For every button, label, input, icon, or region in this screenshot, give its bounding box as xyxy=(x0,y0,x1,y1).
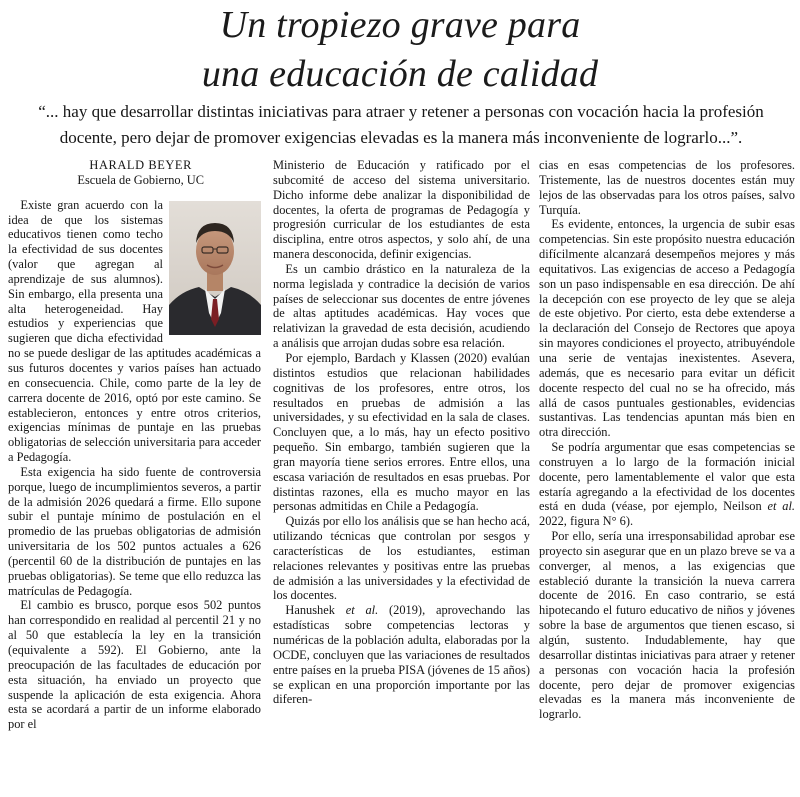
paragraph-8: Hanushek et al. (2019), aprovechando las estadísticas sobre competencias lectoras y numéricas de la población adulta, elaboradas por la OCDE, concluyen que las variaciones de resultados entre países en la prueba PISA (jóvenes de 15 años) se explican en una proporción importante por las diferen- xyxy=(273,603,531,707)
paragraph-11: Se podría argumentar que esas competencias se construyen a lo largo de la formación inicial docente, pero lamentablemente el valor que esta estaría agregando a la efectividad de los docentes está en duda (véase, por ejemplo, Neilson et al. 2022, figura N° 6). xyxy=(539,440,795,529)
paragraph-7: Quizás por ello los análisis que se han hecho acá, utilizando técnicas que controlan por sesgos y características de los estudiantes, estiman relaciones relevantes y positivas entre las pruebas de admisión a las universidades y la efectividad de los docentes. xyxy=(273,514,530,603)
headline-line-2: una educación de calidad xyxy=(201,53,599,95)
paragraph-5: Es un cambio drástico en la naturaleza de la norma legislada y contradice la decisión de varios países de seleccionar sus docentes de entre jóvenes de altas aptitudes académicas. Hay voces que relativizan la gravedad de esta decisión, acudiendo a análisis que arrojan dudas sobre esa relación. xyxy=(273,261,530,351)
paragraph-10: Es evidente, entonces, la urgencia de subir esas competencias. Sin este propósito nuestra educación difícilmente alcanzará desempeños mejores y más equitativos. Las exigencias de acceso a Pedagogía son un paso indispensable en esa dirección. De ahí la decepción con ese proyecto de ley que se aleja de este objetivo. Por cierto, esta debe extenderse a la declaración del Consejo de Rectores que apoya sin mayores condiciones el proyecto, atribuyéndole una serie de ventajas inexistentes. Asevera, además, que es necesario para evitar un déficit docente respecto del cual no se ha ofrecido, más allá de casos puntuales gestionables, evidencias sustantivas. Las tendencias apuntan más bien en otra dirección. xyxy=(539,217,795,440)
headline-line-1: Un tropiezo grave para xyxy=(219,4,581,46)
author-portrait-photo xyxy=(169,201,261,335)
author-institution: Escuela de Gobierno, UC xyxy=(77,172,204,187)
author-name: HARALD BEYER xyxy=(89,158,192,172)
paragraph-12: Por ello, sería una irresponsabilidad aprobar ese proyecto sin asegurar que en un plazo breve se va a converger, al menos, a las exigencias que estableció durante la transición la nueva carrera docente de 2016. En caso contrario, se está hipotecando el futuro educativo de niños y jóvenes sobre la base de argumentos que tienen escaso, si algún, sustento. Indudablemente, hay que desarrollar distintas iniciativas para atraer y retener a personas con vocación hacia la profesión docente, pero dejar de promover exigencias elevadas es la manera más inconveniente de lograrlo. xyxy=(539,529,795,722)
paragraph-2: Esta exigencia ha sido fuente de controversia porque, luego de incumplimientos severos, a partir de la admisión 2026 quedará a firme. Ello supone subir el puntaje mínimo de postulación en el promedio de las pruebas obligatorias de admisión universitaria de los 502 puntos actuales a 626 (percentil 60 de la distribución de puntajes en las pruebas obligatorias). Se teme que ello reduzca las matrículas de Pedagogía. xyxy=(8,464,261,598)
lede-quote-line-1: “... hay que desarrollar distintas iniciativas para atraer y retener a personas con vocación hacia la profesión xyxy=(38,102,764,121)
paragraph-9: cias en esas competencias de los profesores. Tristemente, las de nuestros docentes están muy lejos de las observadas para los otros países, salvo Turquía. xyxy=(539,158,795,217)
paragraph-3: El cambio es brusco, porque esos 502 puntos han correspondido en realidad al percentil 21 y no al 50 que establecía la ley en la transición (equivalente a 592). El Gobierno, ante la preocupación de las facultades de educación por esta situación, ha enviado un proyecto que suspende la aplicación de esta exigencia. Ahora esta se acordará a partir de un informe elaborado por el xyxy=(8,598,261,732)
paragraph-1: Existe gran acuerdo con la idea de que los sistemas educativos tienen como techo la efectividad de sus docentes (valor que agregan al aprendizaje de sus alumnos). Sin embargo, ella presenta una alta heterogeneidad. Hay estudios y experiencias que sugieren que dicha efectividad no se puede desligar de las aptitudes académicas a sus futuros docentes y varios países han actuado en consecuencia. Chile, como parte de la ley de carrera docente de 2016, optó por este camino. Se establecieron, entonces y entre otros criterios, exigencias mínimas de puntaje en las pruebas obligatorias de selección universitaria para acceder a Pedagogía. xyxy=(8,197,261,465)
column-2 xyxy=(273,158,530,707)
lede-quote-line-2: docente, pero dejar de promover exigencias elevadas es la manera más inconveniente de lograrlo...”. xyxy=(59,128,743,147)
paragraph-4: Ministerio de Educación y ratificado por el subcomité de acceso del sistema universitario. Dicho informe debe analizar la disponibilidad de docentes, la oferta de programas de Pedagogía y progresión curricular de los estudiantes de esta disciplina, entre otros aspectos, y solo ahí, de una manera desconocida, definir exigencias. xyxy=(273,158,530,262)
column-1 xyxy=(8,158,261,732)
column-3 xyxy=(539,158,795,722)
paragraph-6: Por ejemplo, Bardach y Klassen (2020) evalúan distintos estudios que relacionan habilidades cognitivas de los profesores, entre otros, los resultados en pruebas de admisión a las universidades, y su efectividad en la sala de clases. Concluyen que, a lo más, hay un efecto positivo pequeño. Sin embargo, también sugieren que la gran mayoría tiene serios errores. Entre ellos, una escasa variación de resultados en esas pruebas. Por distintas razones, ella es mucho mayor en las personas admitidas en Chile a Pedagogía. xyxy=(273,350,530,514)
